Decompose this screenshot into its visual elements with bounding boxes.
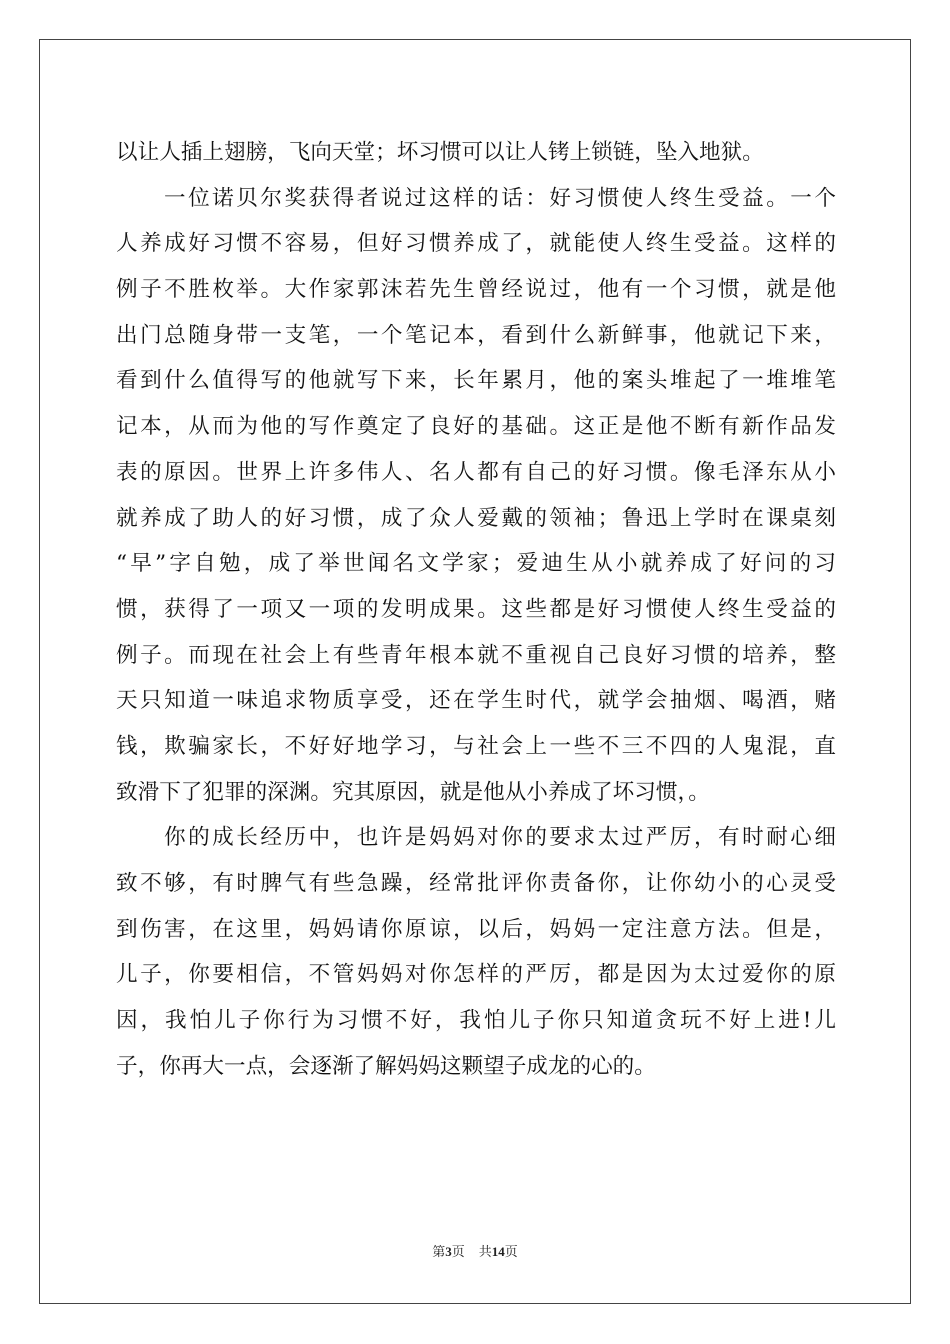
text-line: 例子。而现在社会上有些青年根本就不重视自己良好习惯的培养，整	[116, 642, 836, 668]
text-line: 天只知道一味追求物质享受，还在学生时代，就学会抽烟、喝酒，赌	[116, 688, 836, 714]
page-number: 3	[445, 1244, 452, 1259]
text-line: 看到什么值得写的他就写下来，长年累月，他的案头堆起了一堆堆笔	[116, 368, 836, 394]
text-line: 惯，获得了一项又一项的发明成果。这些都是好习惯使人终生受益的	[116, 596, 836, 622]
text-line: 以让人插上翅膀，飞向天堂；坏习惯可以让人铐上锁链，坠入地狱。	[116, 140, 764, 165]
text-line: 致滑下了犯罪的深渊。究其原因，就是他从小养成了坏习惯，。	[116, 779, 710, 805]
text-line: 例子不胜枚举。大作家郭沫若先生曾经说过，他有一个习惯，就是他	[116, 277, 836, 303]
total-pages: 14	[491, 1244, 505, 1259]
total-label-suffix: 页	[504, 1244, 518, 1259]
text-line: 你的成长经历中，也许是妈妈对你的要求太过严厉，有时耐心细	[164, 825, 836, 851]
total-label-prefix: 共	[478, 1244, 492, 1259]
text-line: 表的原因。世界上许多伟人、名人都有自己的好习惯。像毛泽东从小	[116, 459, 836, 485]
text-line: “早”字自勉，成了举世闻名文学家；爱迪生从小就养成了好问的习	[116, 551, 836, 577]
text-line: 一位诺贝尔奖获得者说过这样的话：好习惯使人终生受益。一个	[164, 185, 836, 211]
text-line: 钱，欺骗家长，不好好地学习，与社会上一些不三不四的人鬼混，直	[116, 733, 836, 759]
text-line: 人养成好习惯不容易，但好习惯养成了，就能使人终生受益。这样的	[116, 231, 836, 257]
text-line: 因，我怕儿子你行为习惯不好，我怕儿子你只知道贪玩不好上进!儿	[116, 1008, 836, 1034]
text-line: 致不够，有时脾气有些急躁，经常批评你责备你，让你幼小的心灵受	[116, 871, 836, 896]
page-label-prefix: 第	[432, 1244, 446, 1259]
text-line: 儿子，你要相信，不管妈妈对你怎样的严厉，都是因为太过爱你的原	[116, 962, 836, 988]
page-footer	[0, 1242, 950, 1262]
text-line: 出门总随身带一支笔，一个笔记本，看到什么新鲜事，他就记下来，	[116, 322, 836, 348]
document-body	[116, 130, 836, 1089]
text-line: 到伤害，在这里，妈妈请你原谅，以后，妈妈一定注意方法。但是，	[116, 916, 836, 942]
text-line: 记本，从而为他的写作奠定了良好的基础。这正是他不断有新作品发	[116, 414, 836, 440]
text-line: 子，你再大一点，会逐渐了解妈妈这颗望子成龙的心的。	[116, 1053, 656, 1079]
page-label-suffix: 页	[451, 1244, 465, 1259]
text-line: 就养成了助人的好习惯，成了众人爱戴的领袖；鲁迅上学时在课桌刻	[116, 505, 836, 531]
